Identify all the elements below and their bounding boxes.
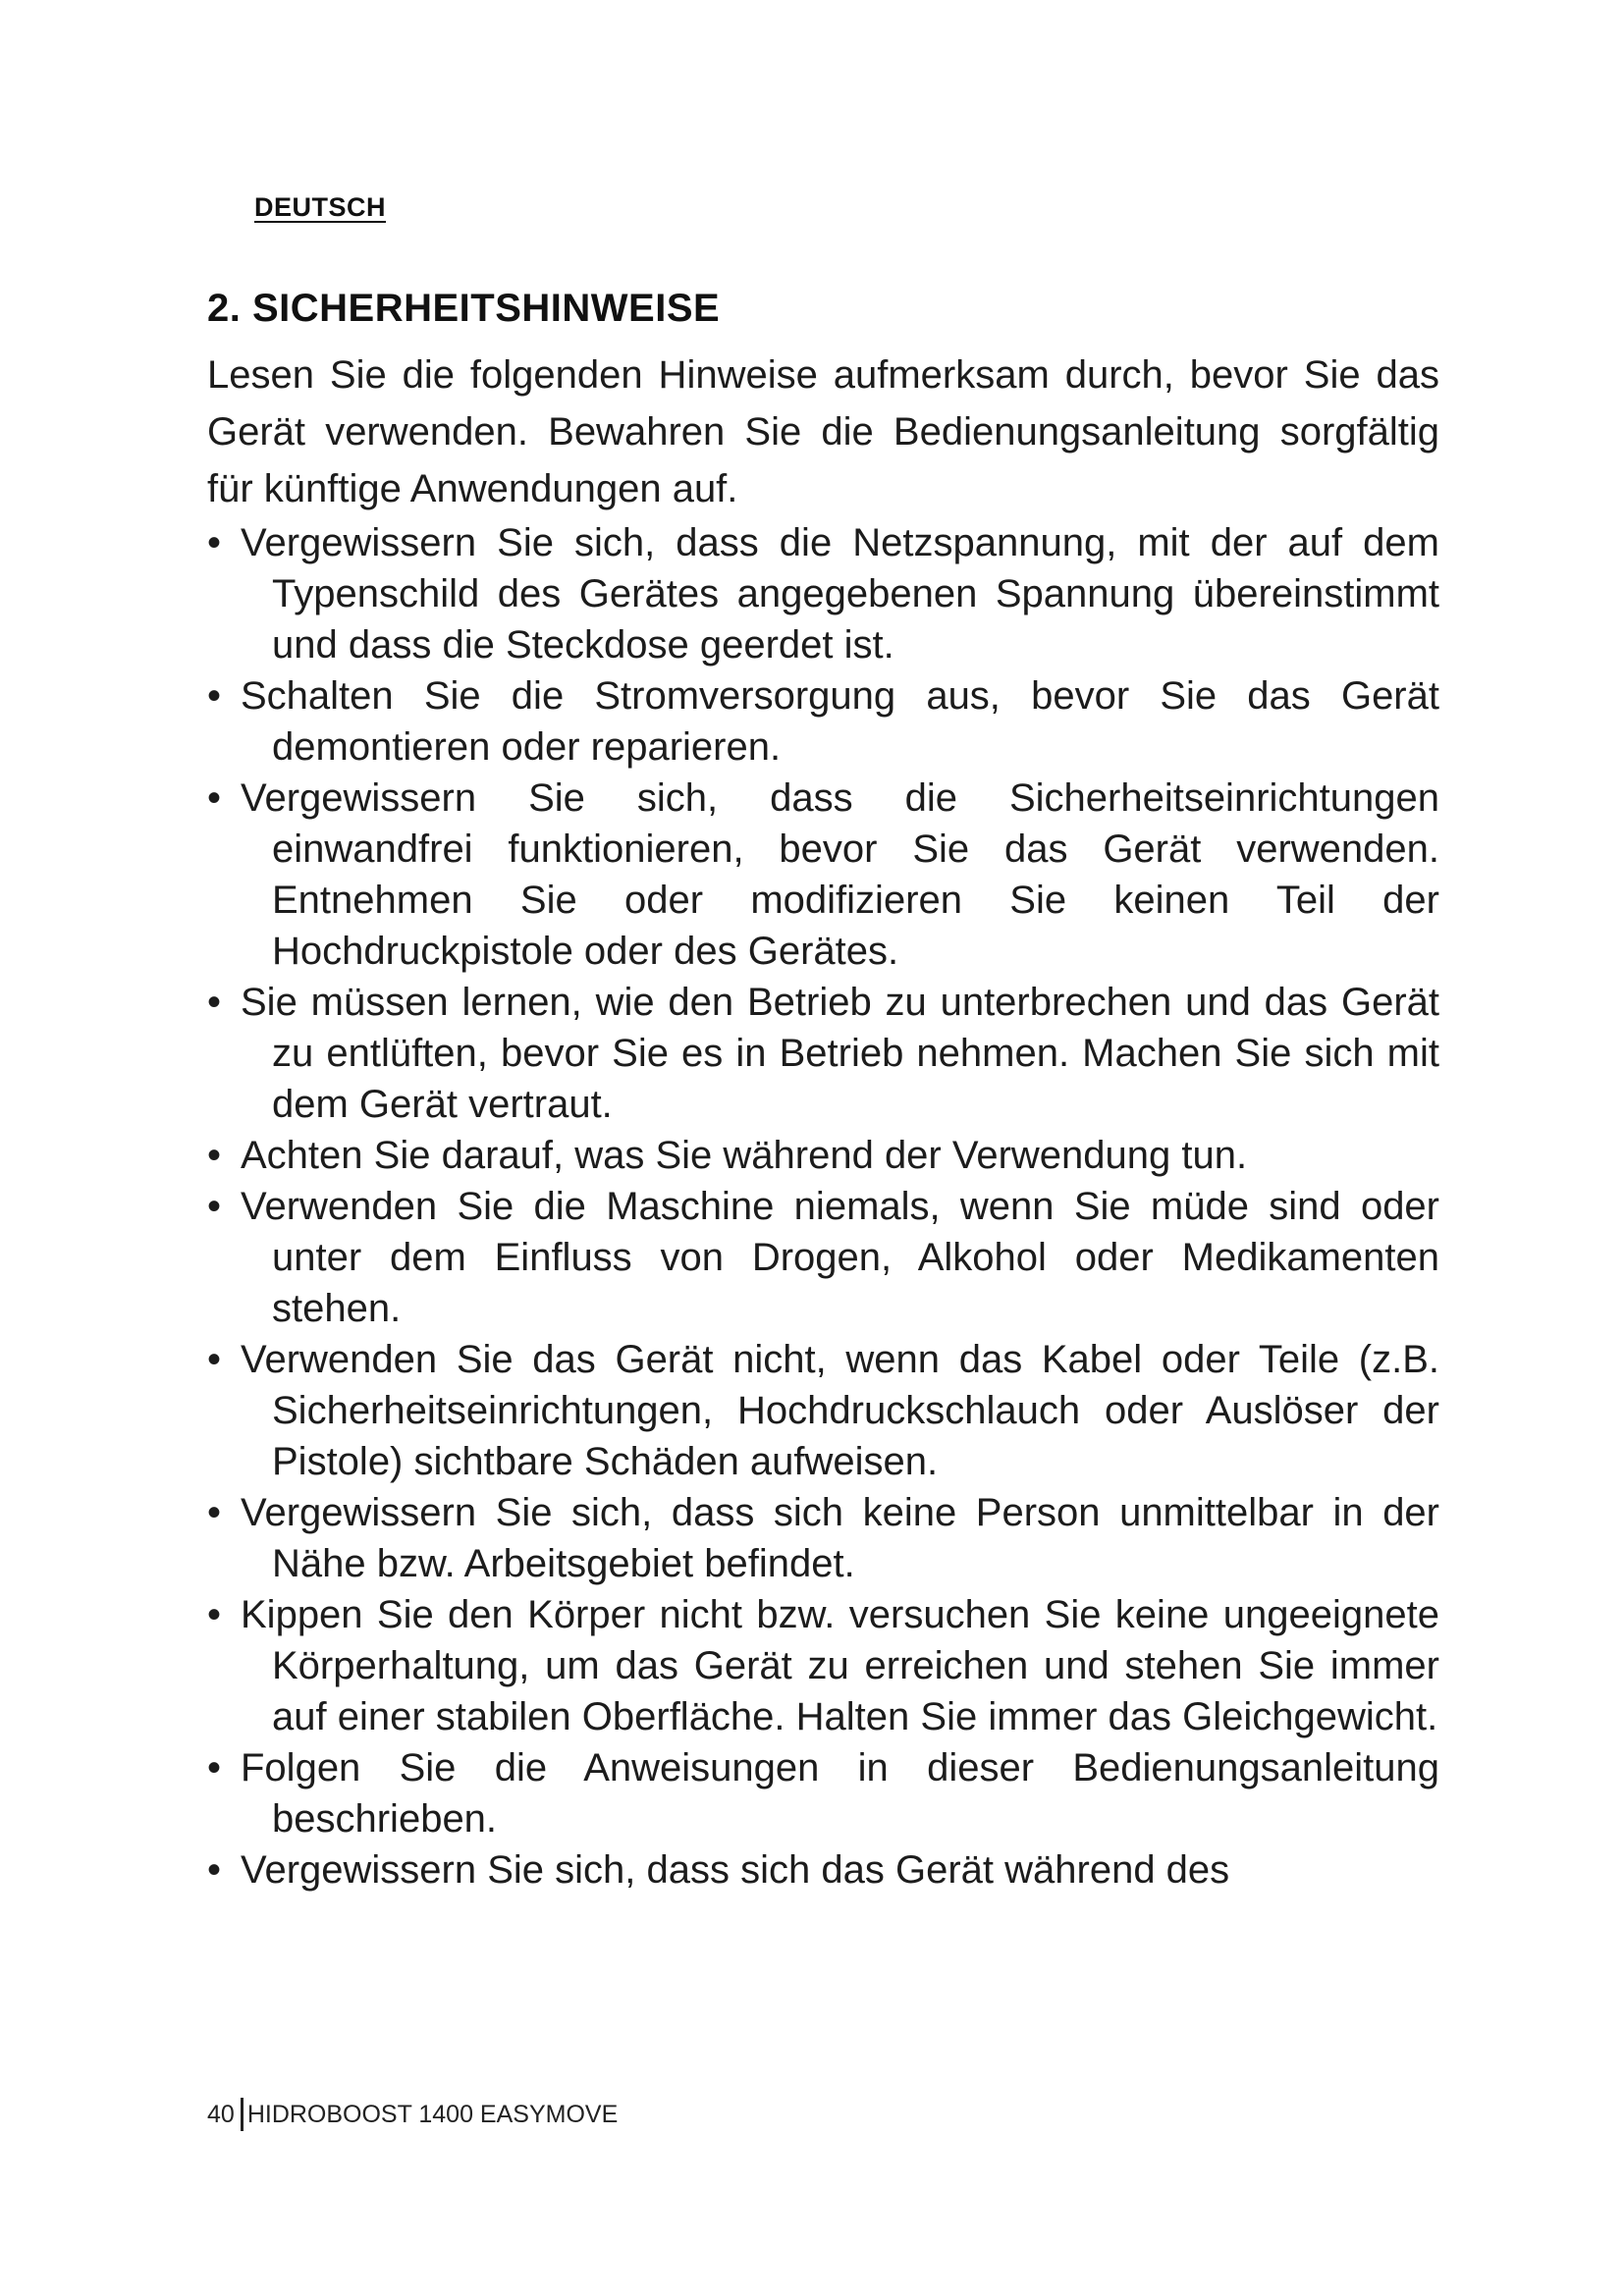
list-item-text: Verwenden Sie das Gerät nicht, wenn das Kabel oder Teile (z.B. Sicherheitseinrichtungen, Hochdruckschlauch oder Auslöser der Pistole) sichtbare Schäden aufweisen. <box>241 1338 1439 1483</box>
list-item-text: Verwenden Sie die Maschine niemals, wenn Sie müde sind oder unter dem Einfluss von Drogen, Alkohol oder Medikamenten stehen. <box>241 1185 1439 1330</box>
list-item-text: Vergewissern Sie sich, dass sich keine Person unmittelbar in der Nähe bzw. Arbeitsgebiet befindet. <box>241 1491 1439 1585</box>
list-item <box>207 1742 1439 1844</box>
bullet-icon: • <box>207 1491 222 1534</box>
bullet-icon: • <box>207 981 222 1024</box>
bullet-icon: • <box>207 1593 222 1636</box>
section-body <box>207 347 1439 1896</box>
list-item <box>207 670 1439 773</box>
list-item <box>207 1181 1439 1334</box>
intro-paragraph: Lesen Sie die folgenden Hinweise aufmerksam durch, bevor Sie das Gerät verwenden. Bewahren Sie die Bedienungsanleitung sorgfältig für künftige Anwendungen auf. <box>207 353 1439 510</box>
list-item-text: Vergewissern Sie sich, dass sich das Gerät während des <box>241 1848 1230 1892</box>
list-item <box>207 773 1439 977</box>
list-item-text: Vergewissern Sie sich, dass die Sicherheitseinrichtungen einwandfrei funktionieren, bevor Sie das Gerät verwenden. Entnehmen Sie oder modifizieren Sie keinen Teil der Hochdruckpistole oder des Gerätes. <box>241 776 1439 973</box>
list-item <box>207 1844 1439 1896</box>
bullet-icon: • <box>207 1134 222 1177</box>
language-label: DEUTSCH <box>254 192 387 222</box>
list-item <box>207 1589 1439 1742</box>
bullet-icon: • <box>207 521 222 564</box>
list-item-text: Sie müssen lernen, wie den Betrieb zu unterbrechen und das Gerät zu entlüften, bevor Sie es in Betrieb nehmen. Machen Sie sich mit dem Gerät vertraut. <box>241 981 1439 1126</box>
list-item-text: Achten Sie darauf, was Sie während der Verwendung tun. <box>241 1134 1248 1177</box>
bullet-icon: • <box>207 674 222 718</box>
bullet-icon: • <box>207 776 222 820</box>
page-number: 40 <box>207 2100 235 2128</box>
list-item-text: Kippen Sie den Körper nicht bzw. versuchen Sie keine ungeeignete Körperhaltung, um das Gerät zu erreichen und stehen Sie immer auf einer stabilen Oberfläche. Halten Sie immer das Gleichgewicht. <box>241 1593 1439 1738</box>
bullet-icon: • <box>207 1338 222 1381</box>
list-item-text: Folgen Sie die Anweisungen in dieser Bedienungsanleitung beschrieben. <box>241 1746 1439 1841</box>
safety-list <box>207 517 1439 1896</box>
list-item <box>207 517 1439 670</box>
bullet-icon: • <box>207 1746 222 1789</box>
list-item-text: Vergewissern Sie sich, dass die Netzspannung, mit der auf dem Typenschild des Gerätes angegebenen Spannung übereinstimmt und dass die Steckdose geerdet ist. <box>241 521 1439 667</box>
page-footer <box>207 2098 618 2131</box>
section-title: 2. SICHERHEITSHINWEISE <box>207 287 721 330</box>
list-item <box>207 1334 1439 1487</box>
bullet-icon: • <box>207 1185 222 1228</box>
list-item <box>207 977 1439 1130</box>
bullet-icon: • <box>207 1848 222 1892</box>
list-item-text: Schalten Sie die Stromversorgung aus, bevor Sie das Gerät demontieren oder reparieren. <box>241 674 1439 769</box>
list-item <box>207 1487 1439 1589</box>
product-name: HIDROBOOST 1400 EASYMOVE <box>246 2100 619 2128</box>
footer-divider <box>241 2098 244 2131</box>
list-item <box>207 1130 1439 1181</box>
